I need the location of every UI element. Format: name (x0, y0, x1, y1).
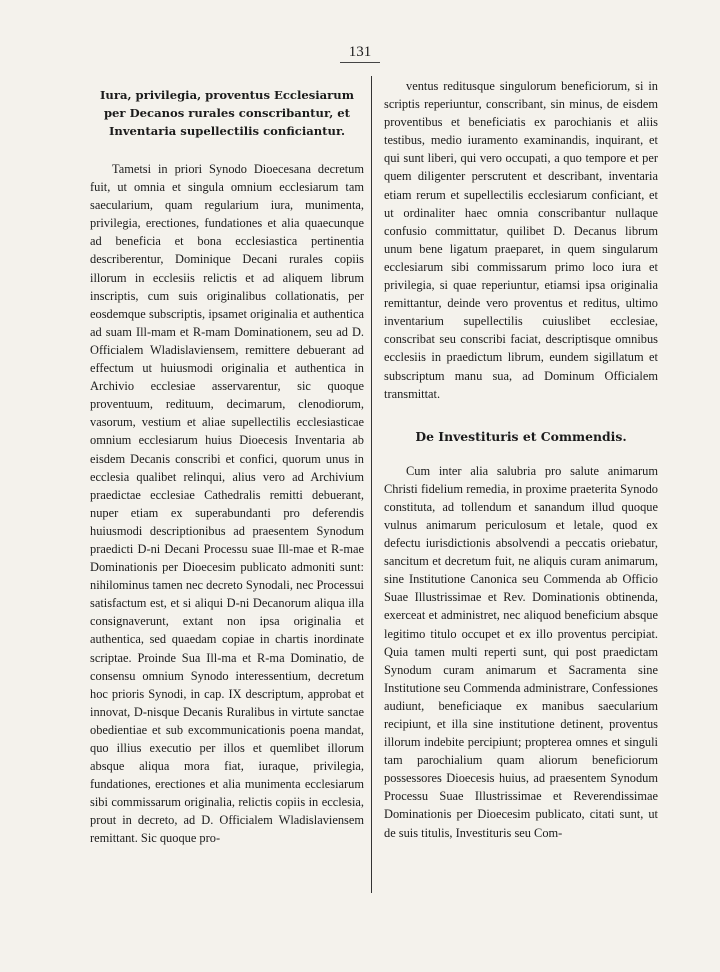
right-body-text-2 (384, 462, 658, 842)
right-paragraph-1: ventus reditusque singulorum beneficiorum, si in scriptis reperiuntur, conscribant, sin minus, de eisdem proventibus et beneficiatis ex parochianis et aliis testibus, medio iuramento examinandis, inquirant, et qui sunt liberi, qui vero occupati, a quo tempore et per quem diligenter perscrutent et describant, inventaria etiam rerum et supellectilis ecclesiarum conficiant, et ut ordinaliter haec omnia conscribantur nullaque confusio committatur, quilibet D. Decanus librum unum bene ligatum praeparet, in quem singularum ecclesiarum sibi commissarum primo loco iura et privilegia, si quae reperiuntur, etiamsi ipsa originalia remittantur, deinde vero proventus et reditus, ultimo inventarium supellectilis cuiuslibet ecclesiae, conscribat seu conscribi faciat, descriptisque omnibus ecclesiis in praedictum librum, eundem sigillatum et subscriptum manu sua, ad Dominum Officialem transmittat. (384, 79, 658, 401)
left-body-text (90, 160, 364, 848)
right-column (384, 77, 658, 842)
right-section-heading: De Investituris et Commendis. (415, 428, 627, 444)
right-paragraph-2: Cum inter alia salubria pro salute animarum Christi fidelium remedia, in proxime praeterita Synodo constituta, ad tollendum et sanandum illud quoque vulnus animarum periculosum et letale, quod ex defectu iurisdictionis absolvendi a peccatis oriebatur, sancitum et decretum fuit, ne aliquis curam animarum, sine Institutione Canonica seu Commenda ab Officio Suae Illustrissimae et Rev. Dominationis obtinenda, exerceat et administret, nec aliquod beneficium absque legitimo titulo occupet et ex illo proventus percipiat. Quia tamen multi reperti sunt, qui post praedictam Synodum curam animarum et Sacramenta sine Institutione seu Commenda administrare, Confessiones audiunt, beneficiaque ex manibus saecularium recipiunt, et illa sine institutione detinent, proventus illorum indebite percipiunt; propterea omnes et singuli tam parochialium quam aliorum beneficiorum possessores Dioecesis huius, ad praesentem Synodum Processu Suae Illustrissimae et Reverendissimae Dominationis per Dioecesim publicato, citati sunt, ut de suis titulis, Investituris seu Com- (384, 463, 658, 840)
page-number-rule (340, 62, 380, 63)
left-column (90, 77, 364, 848)
left-paragraph: Tametsi in priori Synodo Dioecesana decretum fuit, ut omnia et singula omnium ecclesiarum tam saecularium, quam regularium iura, munimenta, privilegia, erectiones, fundationes et alia quaecunque ad beneficia et bona ecclesiastica pertinentia describerentur, Dominique Decani rurales copiis illorum in ecclesiis relictis et ad aliquem librum inscriptis, cum suis originalibus collationatis, per eosdemque subscriptis, ipsamet originalia et authentica ad suam Ill-mam et R-mam Dominationem, seu ad D. Officialem Wladislaviensem, remittere debuerant ad effectum ut huiusmodi originalia et authentica in Archivio ecclesiae asservarentur, sic quoque proventuum, redituum, decimarum, clenodiorum, vasorum, vestium et aliae supellectilis ecclesiasticae omnium ecclesiarum huius Dioecesis Inventaria ab eisdem Decanis conscribi et confici, quorum unus in ecclesia qualibet relinqui, alius vero ad Archivium praedictae ecclesiae Cathedralis remitti debuerant, nuper etiam ex superabundanti pro deferendis huiusmodi descriptionibus ad praesentem Synodum praedicti D-ni Decani Processu suae Ill-mae et R-mae Dominationis per Dioecesim publicato admoniti sunt: nihilominus tamen nec decreto Synodali, nec Processui satisfactum est, et si aliqui D-ni Decanorum aliqua illa consignaverunt, extant non ipsa originalia et authentica, sed quaedam copiae in chartis inordinate scriptae. Proinde Sua Ill-ma et R-ma Dominatio, de consensu omnium Synodo interessentium, decretum hoc prioris Synodi, in cap. IX descriptum, approbat et innovat, D-nisque Decanis Ruralibus in virtute sanctae obedientiae et sub excommunicationis poena mandat, quo illius executio per illos et quemlibet illorum absque aliqua mora fiat, iuraque, privilegia, fundationes, erectiones et alia munimenta ecclesiarum sibi commissarum originalia, relictis copiis in ecclesia, prout in decreto, ad D. Officialem Wladislaviensem remittant. Sic quoque pro- (90, 162, 364, 846)
column-divider (371, 76, 372, 893)
right-body-text-1 (384, 77, 658, 403)
left-section-heading: Iura, privilegia, proventus Ecclesiarum per Decanos rurales conscribantur, et Inventaria supellectilis conficiantur. (99, 88, 354, 138)
page-number: 131 (348, 44, 372, 60)
